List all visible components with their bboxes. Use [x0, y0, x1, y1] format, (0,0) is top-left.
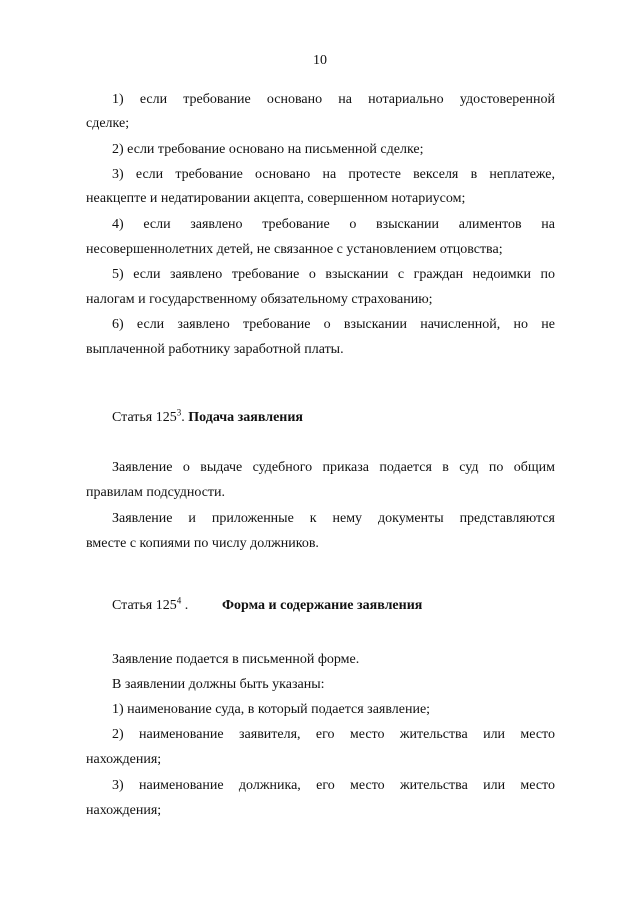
list-item-5-line-1: 5) если заявлено требование о взыскании с граждан недоимки по [112, 267, 555, 282]
article-1254-heading [112, 595, 189, 614]
list-item-4-line-1: 4) если заявлено требование о взыскании алиментов на [112, 217, 555, 232]
list-item-1-line-2: сделке; [86, 116, 130, 131]
article-1254-line-1: Заявление подается в письменной форме. [112, 652, 360, 667]
article-1253-para-2-line-2: вместе с копиями по числу должников. [86, 536, 319, 551]
article-1253-para-2-line-1: Заявление и приложенные к нему документы представляются [112, 511, 555, 526]
article-1254-title: Форма и содержание заявления [222, 598, 423, 613]
list-item-5-line-2: налогам и государственному обязательному страхованию; [86, 292, 433, 307]
article-1253-title: Подача заявления [188, 410, 304, 425]
page-number: 10 [313, 53, 327, 68]
article-1254-item-2-line-2: нахождения; [86, 752, 162, 767]
list-item-4-line-2: несовершеннолетних детей, не связанное с установлением отцовства; [86, 242, 503, 257]
article-1254-item-2-line-1: 2) наименование заявителя, его место жительства или место [112, 727, 555, 742]
article-1254-dot: . [184, 598, 189, 613]
list-item-1-line-1: 1) если требование основано на нотариально удостоверенной [112, 92, 555, 107]
list-item-3-line-2: неакцепте и недатировании акцепта, совершенном нотариусом; [86, 191, 466, 206]
article-1253-para-1-line-1: Заявление о выдаче судебного приказа подается в суд по общим [112, 460, 555, 475]
article-1254-item-3-line-2: нахождения; [86, 803, 162, 818]
article-1253-label: Статья 125 [112, 410, 177, 425]
list-item-6-line-2: выплаченной работнику заработной платы. [86, 342, 344, 357]
article-1254-item-3-line-1: 3) наименование должника, его место жительства или место [112, 778, 555, 793]
article-1254-label: Статья 125 [112, 598, 177, 613]
article-1253-superscript: 3 [176, 407, 182, 418]
list-item-2: 2) если требование основано на письменной сделке; [112, 142, 424, 157]
article-1254-line-2: В заявлении должны быть указаны: [112, 677, 325, 692]
article-1254-superscript: 4 [176, 595, 182, 606]
article-1253-para-1-line-2: правилам подсудности. [86, 485, 226, 500]
article-1254-title-wrap [222, 598, 422, 614]
article-1253-dot: . [181, 410, 185, 425]
article-1254-item-1: 1) наименование суда, в который подается заявление; [112, 702, 431, 717]
list-item-3-line-1: 3) если требование основано на протесте векселя в неплатеже, [112, 167, 555, 182]
list-item-6-line-1: 6) если заявлено требование о взыскании начисленной, но не [112, 317, 555, 332]
article-1253-heading [112, 407, 304, 426]
